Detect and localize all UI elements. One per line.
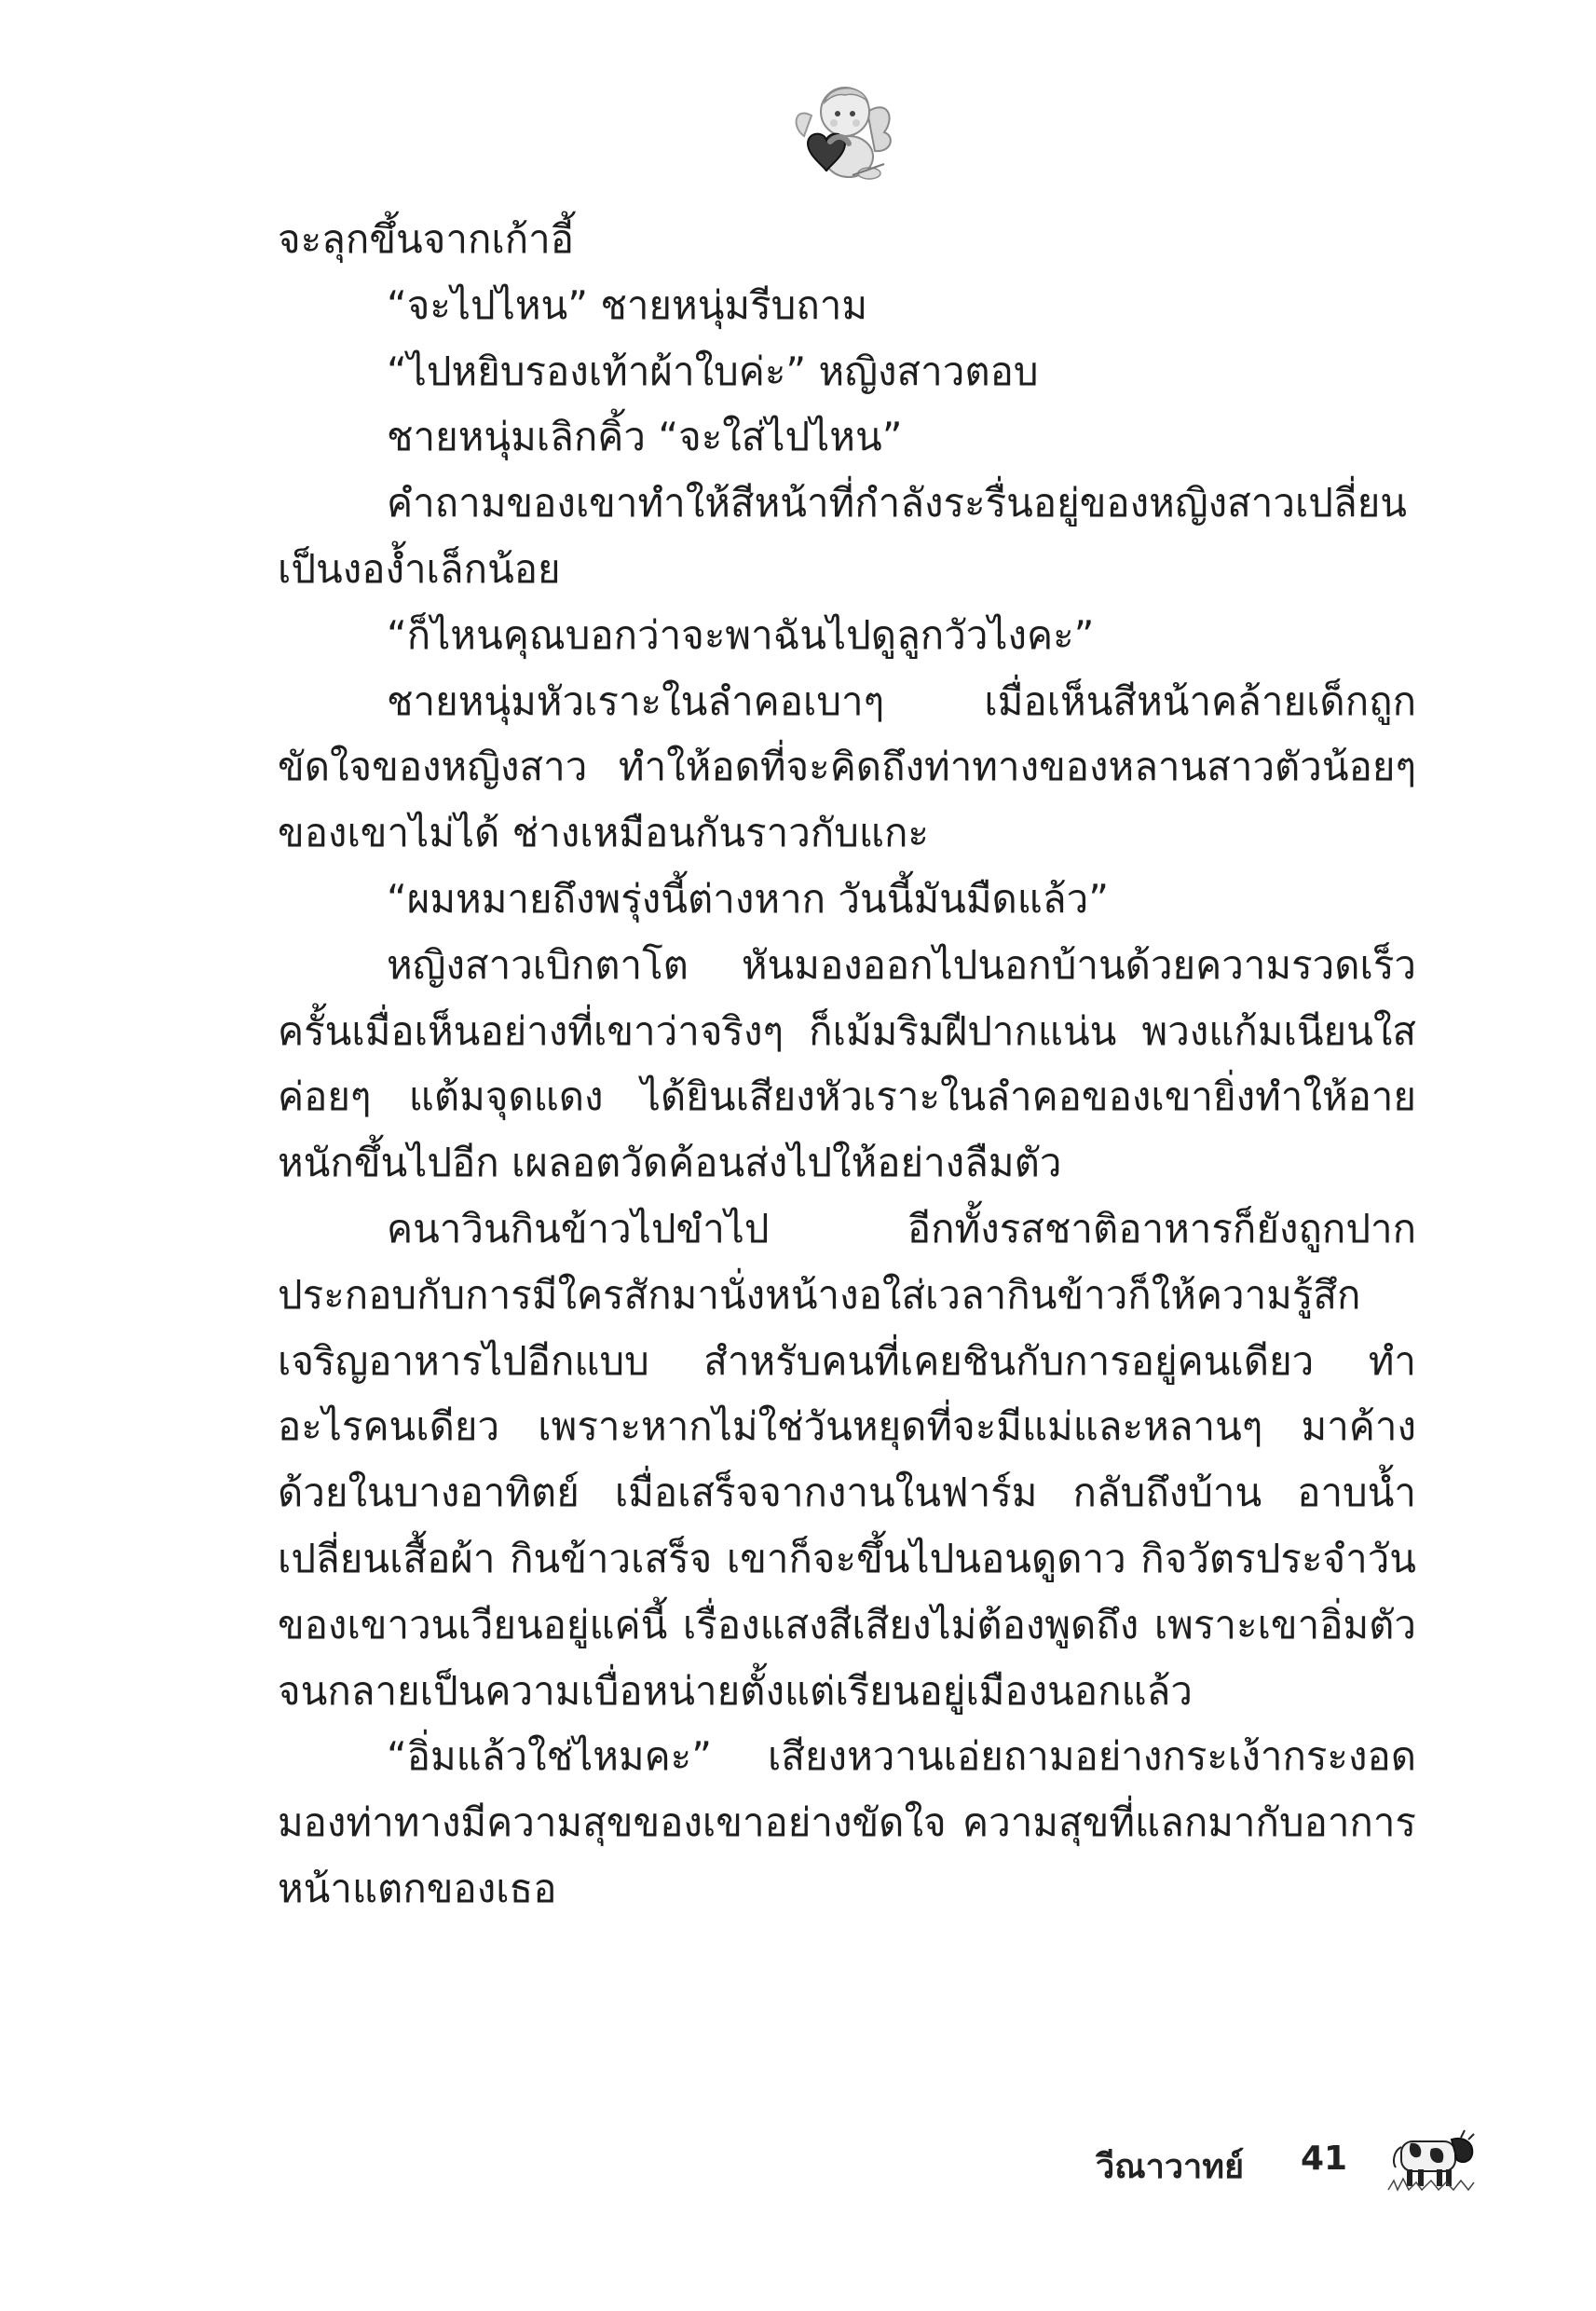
paragraph: “ไปหยิบรองเท้าผ้าใบค่ะ” หญิงสาวตอบ xyxy=(387,348,1039,394)
cherub-with-heart-icon xyxy=(787,75,899,186)
paragraph: คนาวินกินข้าวไปขำไป อีกทั้งรสชาติอาหารก็ยังถูกปาก ประกอบกับการมีใครสักมานั่งหน้างอใส่เวลากินข้าวก็ให้ความรู้สึกเจริญอาหารไปอีกแบบ สำหรับคนที่เคยชินกับการอยู่คนเดียว ทำอะไรคนเดียว เพราะหากไม่ใช่วันหยุดที่จะมีแม่และหลานๆ มาค้างด้วยในบางอาทิตย์ เมื่อเสร็จจากงานในฟาร์ม กลับถึงบ้าน อาบน้ำเปลี่ยนเสื้อผ้า กินข้าวเสร็จ เขาก็จะขึ้นไปนอนดูดาว กิจวัตรประจำวันของเขาวนเวียนอยู่แค่นี้ เรื่องแสงสีเสียงไม่ต้องพูดถึง เพราะเขาอิ่มตัวจนกลายเป็นความเบื่อหน่ายตั้งแต่เรียนอยู่เมืองนอกแล้ว xyxy=(278,1205,1416,1714)
paragraph: “จะไปไหน” ชายหนุ่มรีบถาม xyxy=(387,281,868,328)
page-footer xyxy=(1071,2112,1481,2214)
paragraph: ชายหนุ่มหัวเราะในลำคอเบาๆ เมื่อเห็นสีหน้าคล้ายเด็กถูกขัดใจของหญิงสาว ทำให้อดที่จะคิดถึงท่าทางของหลานสาวตัวน้อยๆ ของเขาไม่ได้ ช่างเหมือนกันราวกับแกะ xyxy=(278,677,1416,856)
page-number: 41 xyxy=(1301,2140,1348,2178)
paragraph: “ก็ไหนคุณบอกว่าจะพาฉันไปดูลูกวัวไงคะ” xyxy=(387,611,1095,658)
cow-icon xyxy=(1385,2121,1478,2195)
paragraph: ชายหนุ่มเลิกคิ้ว “จะใส่ไปไหน” xyxy=(387,414,903,460)
footer-title: วีณาวาทย์ xyxy=(1096,2148,1245,2186)
paragraph: “ผมหมายถึงพรุ่งนี้ต่างหาก วันนี้มันมืดแล้ว” xyxy=(387,875,1109,922)
paragraph: “อิ่มแล้วใช่ไหมคะ” เสียงหวานเอ่ยถามอย่างกระเง้ากระงอด มองท่าทางมีความสุขของเขาอย่างขัดใจ ความสุขที่แลกมากับอาการหน้าแตกของเธอ xyxy=(278,1733,1416,1911)
story-text xyxy=(278,207,1416,1922)
paragraph: คำถามของเขาทำให้สีหน้าที่กำลังระรื่นอยู่ของหญิงสาวเปลี่ยนเป็นงอง้ำเล็กน้อย xyxy=(278,480,1408,592)
paragraph: หญิงสาวเบิกตาโต หันมองออกไปนอกบ้านด้วยความรวดเร็ว ครั้นเมื่อเห็นอย่างที่เขาว่าจริงๆ ก็เม้มริมฝีปากแน่น พวงแก้มเนียนใสค่อยๆ แต้มจุดแดง ได้ยินเสียงหัวเราะในลำคอของเขายิ่งทำให้อายหนักขึ้นไปอีก เผลอตวัดค้อนส่งไปให้อย่างลืมตัว xyxy=(278,941,1416,1186)
paragraph: จะลุกขึ้นจากเก้าอี้ xyxy=(278,216,574,262)
